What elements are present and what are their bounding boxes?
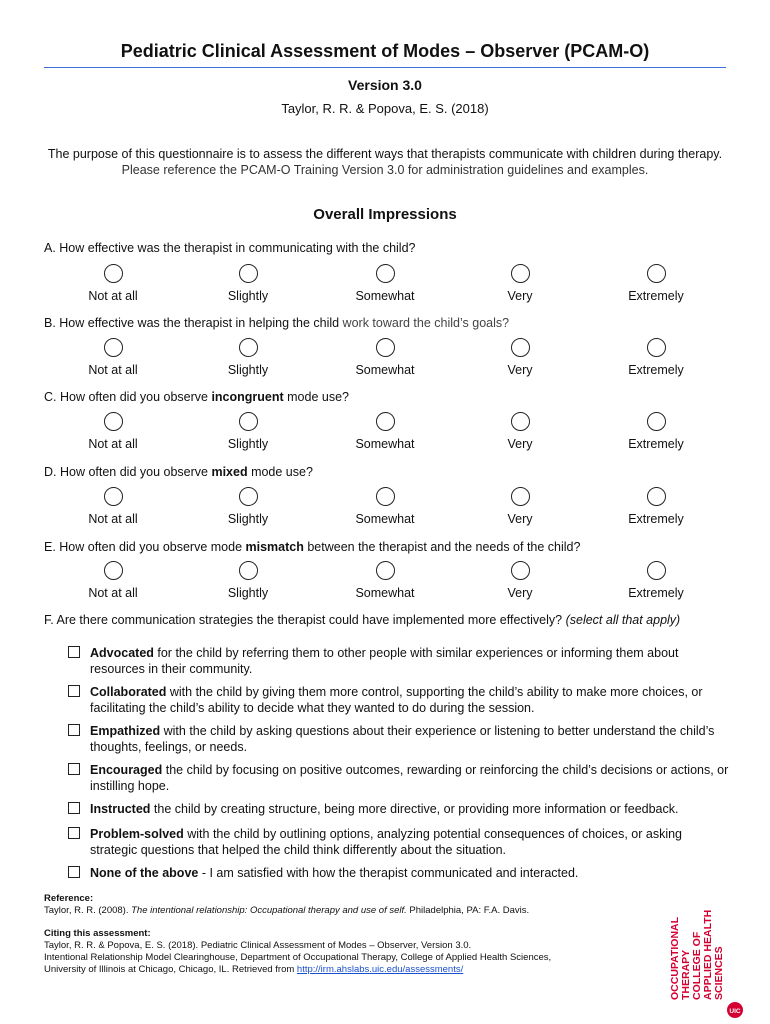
radio-circle[interactable] xyxy=(239,561,258,580)
question-e xyxy=(44,540,734,554)
strategy-description: for the child by referring them to other people with similar experiences or informing them about resources in their community. xyxy=(90,646,679,676)
radio-circle[interactable] xyxy=(511,412,530,431)
assessments-link[interactable]: http://irm.ahslabs.uic.edu/assessments/ xyxy=(296,964,464,975)
question-d xyxy=(44,465,734,479)
checkbox[interactable] xyxy=(68,724,80,736)
logo-line-4: APPLIED HEALTH xyxy=(702,909,714,1000)
option-slightly[interactable] xyxy=(193,561,303,600)
option-somewhat[interactable] xyxy=(330,264,440,303)
strategy-text xyxy=(90,801,730,817)
purpose-text xyxy=(44,146,726,178)
checkbox[interactable] xyxy=(68,685,80,697)
strategy-name: None of the above xyxy=(90,866,199,880)
question-f-text: F. Are there communication strategies the therapist could have implemented more effectively? xyxy=(44,613,566,627)
radio-circle[interactable] xyxy=(376,487,395,506)
option-slightly[interactable] xyxy=(193,487,303,526)
radio-circle[interactable] xyxy=(104,412,123,431)
reference-text xyxy=(44,905,644,917)
radio-circle[interactable] xyxy=(376,561,395,580)
citing-line-2: Intentional Relationship Model Clearinghouse, Department of Occupational Therapy, College of Applied Health Sciences, xyxy=(44,952,552,963)
option-label: Slightly xyxy=(227,512,269,526)
strategy-name: Empathized xyxy=(90,724,161,738)
strategy-description: with the child by outlining options, analyzing potential consequences of choices, or asking strategic questions that helped the child think differently about the situation. xyxy=(90,827,683,857)
question-c xyxy=(44,390,734,404)
checkbox[interactable] xyxy=(68,646,80,658)
option-label: Somewhat xyxy=(355,586,415,600)
radio-circle[interactable] xyxy=(239,412,258,431)
logo-line-2: THERAPY xyxy=(680,949,692,1000)
logo-line-3: COLLEGE OF xyxy=(691,931,703,1000)
option-label: Slightly xyxy=(227,586,269,600)
strategy-description: the child by creating structure, being more directive, or providing more information or feedback. xyxy=(150,802,679,816)
radio-circle[interactable] xyxy=(511,561,530,580)
section-title: Overall Impressions xyxy=(313,206,457,223)
option-label: Extremely xyxy=(628,289,684,303)
reference-authors: Taylor, R. R. (2008). xyxy=(44,905,132,916)
strategy-text xyxy=(90,645,730,677)
option-label: Somewhat xyxy=(355,437,415,451)
radio-circle[interactable] xyxy=(376,412,395,431)
question-f-instruction: (select all that apply) xyxy=(565,613,681,627)
option-label: Not at all xyxy=(88,289,138,303)
option-label: Somewhat xyxy=(355,363,415,377)
radio-circle[interactable] xyxy=(647,412,666,431)
question-c-text: C. How often did you observe xyxy=(44,390,212,404)
option-extremely[interactable] xyxy=(601,264,711,303)
uic-badge-label: UIC xyxy=(729,1008,741,1015)
question-b-text-end: work toward the child’s goals? xyxy=(339,316,510,330)
citing-line-3 xyxy=(44,964,644,976)
option-slightly[interactable] xyxy=(193,264,303,303)
reference-publisher: Philadelphia, PA: F.A. Davis. xyxy=(406,905,530,916)
option-label: Extremely xyxy=(628,586,684,600)
option-label: Not at all xyxy=(88,586,138,600)
option-label: Not at all xyxy=(88,363,138,377)
strategy-text xyxy=(90,762,730,794)
option-label: Very xyxy=(507,586,533,600)
radio-circle[interactable] xyxy=(104,561,123,580)
version-label: Version 3.0 xyxy=(348,77,422,93)
option-not-at-all[interactable] xyxy=(58,412,168,451)
question-e-options xyxy=(44,561,734,605)
checkbox[interactable] xyxy=(68,866,80,878)
radio-circle[interactable] xyxy=(104,338,123,357)
option-slightly[interactable] xyxy=(193,412,303,451)
question-c-emphasis: incongruent xyxy=(211,390,284,404)
option-somewhat[interactable] xyxy=(330,487,440,526)
strategy-description: - I am satisfied with how the therapist communicated and interacted. xyxy=(198,866,579,880)
question-d-emphasis: mixed xyxy=(211,465,248,479)
page-title: Pediatric Clinical Assessment of Modes – Observer (PCAM-O) xyxy=(120,41,650,61)
citing-line-3-text: University of Illinois at Chicago, Chicago, IL. Retrieved from xyxy=(44,964,297,975)
radio-circle[interactable] xyxy=(104,487,123,506)
strategy-name: Encouraged xyxy=(90,763,163,777)
question-a: A. How effective was the therapist in communicating with the child? xyxy=(44,241,416,255)
checkbox[interactable] xyxy=(68,827,80,839)
references xyxy=(44,893,644,976)
question-d-text-end: mode use? xyxy=(247,465,313,479)
reference-heading: Reference: xyxy=(44,893,94,904)
option-label: Very xyxy=(507,437,533,451)
question-a-options xyxy=(44,264,734,308)
strategy-name: Problem-solved xyxy=(90,827,184,841)
checkbox[interactable] xyxy=(68,763,80,775)
question-c-text-end: mode use? xyxy=(283,390,349,404)
title-rule xyxy=(44,67,726,68)
option-label: Extremely xyxy=(628,363,684,377)
option-label: Slightly xyxy=(227,289,269,303)
option-label: Slightly xyxy=(227,363,269,377)
strategy-text xyxy=(90,826,730,858)
radio-circle[interactable] xyxy=(647,338,666,357)
option-not-at-all[interactable] xyxy=(58,561,168,600)
question-e-emphasis: mismatch xyxy=(245,540,304,554)
radio-circle[interactable] xyxy=(647,487,666,506)
checkbox[interactable] xyxy=(68,802,80,814)
option-extremely[interactable] xyxy=(601,412,711,451)
strategy-description: with the child by asking questions about their experience or listening to better understand the child’s thoughts, feelings, or needs. xyxy=(90,724,715,754)
strategy-name: Advocated xyxy=(90,646,154,660)
radio-circle[interactable] xyxy=(511,338,530,357)
question-f xyxy=(44,613,734,627)
authors-line: Taylor, R. R. & Popova, E. S. (2018) xyxy=(281,101,489,116)
citing-heading: Citing this assessment: xyxy=(44,928,151,939)
radio-circle[interactable] xyxy=(647,561,666,580)
uic-ot-logo xyxy=(664,890,744,1020)
option-very[interactable] xyxy=(465,264,575,303)
strategy-text xyxy=(90,684,730,716)
question-c-options xyxy=(44,412,734,456)
option-label: Extremely xyxy=(628,512,684,526)
option-very[interactable] xyxy=(465,412,575,451)
option-not-at-all[interactable] xyxy=(58,487,168,526)
option-label: Very xyxy=(507,512,533,526)
strategy-text xyxy=(90,865,730,881)
option-somewhat[interactable] xyxy=(330,561,440,600)
option-not-at-all[interactable] xyxy=(58,338,168,377)
option-extremely[interactable] xyxy=(601,487,711,526)
question-b-text: B. How effective was the therapist in helping the child xyxy=(44,316,340,330)
option-very[interactable] xyxy=(465,487,575,526)
option-not-at-all[interactable] xyxy=(58,264,168,303)
radio-circle[interactable] xyxy=(376,264,395,283)
option-label: Extremely xyxy=(628,437,684,451)
option-extremely[interactable] xyxy=(601,338,711,377)
option-extremely[interactable] xyxy=(601,561,711,600)
reference-book-title: The intentional relationship: Occupational therapy and use of self. xyxy=(131,905,407,916)
question-e-text-end: between the therapist and the needs of the child? xyxy=(303,540,581,554)
question-d-text: D. How often did you observe xyxy=(44,465,212,479)
option-slightly[interactable] xyxy=(193,338,303,377)
question-b-options xyxy=(44,338,734,382)
question-d-options xyxy=(44,487,734,531)
option-label: Somewhat xyxy=(355,512,415,526)
radio-circle[interactable] xyxy=(239,338,258,357)
option-label: Very xyxy=(507,289,533,303)
radio-circle[interactable] xyxy=(239,487,258,506)
purpose-line-1: The purpose of this questionnaire is to assess the different ways that therapists communicate with children during therapy. xyxy=(47,147,723,161)
question-e-text: E. How often did you observe mode xyxy=(44,540,246,554)
radio-circle[interactable] xyxy=(511,487,530,506)
option-very[interactable] xyxy=(465,338,575,377)
radio-circle[interactable] xyxy=(239,264,258,283)
option-somewhat[interactable] xyxy=(330,412,440,451)
option-very[interactable] xyxy=(465,561,575,600)
option-somewhat[interactable] xyxy=(330,338,440,377)
strategy-name: Instructed xyxy=(90,802,151,816)
radio-circle[interactable] xyxy=(511,264,530,283)
radio-circle[interactable] xyxy=(647,264,666,283)
purpose-line-2: Please reference the PCAM-O Training Version 3.0 for administration guidelines and examples. xyxy=(121,163,649,177)
question-b xyxy=(44,316,734,330)
logo-line-1: OCCUPATIONAL xyxy=(669,916,681,1000)
radio-circle[interactable] xyxy=(104,264,123,283)
strategy-name: Collaborated xyxy=(90,685,167,699)
option-label: Not at all xyxy=(88,437,138,451)
option-label: Not at all xyxy=(88,512,138,526)
radio-circle[interactable] xyxy=(376,338,395,357)
option-label: Very xyxy=(507,363,533,377)
strategy-text xyxy=(90,723,730,755)
option-label: Slightly xyxy=(227,437,269,451)
strategy-description: with the child by giving them more control, supporting the child’s ability to make more choices, or facilitating the child’s ability to decide what they wanted to do during the session. xyxy=(90,685,703,715)
citing-line-1: Taylor, R. R. & Popova, E. S. (2018). Pediatric Clinical Assessment of Modes – Observer, Version 3.0. xyxy=(44,940,472,951)
strategy-description: the child by focusing on positive outcomes, rewarding or reinforcing the child’s decisions or actions, or instilling hope. xyxy=(90,763,729,793)
option-label: Somewhat xyxy=(355,289,415,303)
logo-line-5: SCIENCES xyxy=(713,946,725,1000)
